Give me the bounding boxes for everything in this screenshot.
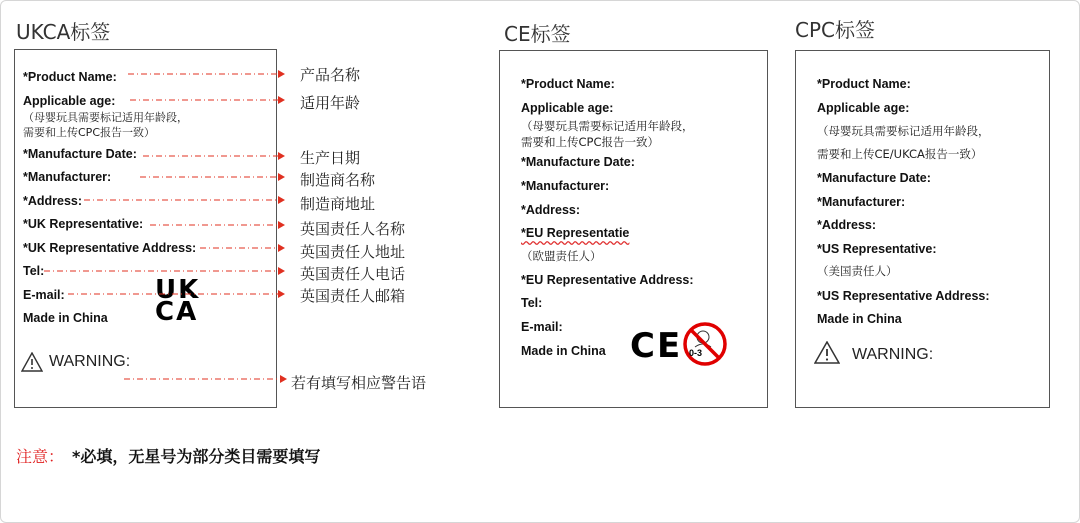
cpc-age-note-1: （母婴玩具需要标记适用年龄段， bbox=[817, 124, 990, 138]
ukca-tel: Tel: bbox=[23, 264, 45, 278]
ce-made-in: Made in China bbox=[521, 344, 606, 358]
ann-address: 制造商地址 bbox=[300, 195, 376, 213]
ukca-uk-rep: *UK Representative: bbox=[23, 217, 144, 231]
ce-eu-rep-note: （欧盟责任人） bbox=[521, 249, 602, 263]
ce-email: E-mail: bbox=[521, 320, 563, 334]
arrow-manufacturer bbox=[140, 172, 286, 182]
ann-uk-rep: 英国责任人名称 bbox=[300, 220, 406, 238]
arrow-address bbox=[84, 195, 286, 205]
arrow-uk-rep-address bbox=[200, 243, 286, 253]
arrow-product-name bbox=[128, 69, 286, 79]
arrow-tel bbox=[44, 266, 286, 276]
ce-age-note-2: 需要和上传CPC报告一致） bbox=[521, 135, 659, 149]
ukca-warning: WARNING: bbox=[49, 353, 131, 370]
ce-mark: CE bbox=[630, 326, 683, 366]
cpc-us-rep: *US Representative: bbox=[817, 242, 937, 256]
cpc-manufacturer: *Manufacturer: bbox=[817, 195, 906, 209]
ukca-mark-top: UK bbox=[155, 275, 201, 305]
cpc-us-rep-address: *US Representative Address: bbox=[817, 289, 990, 303]
ce-manufacturer: *Manufacturer: bbox=[521, 179, 610, 193]
ukca-mark-bottom: CA bbox=[155, 297, 199, 327]
ce-manufacture-date: *Manufacture Date: bbox=[521, 155, 635, 169]
cpc-applicable-age: Applicable age: bbox=[817, 101, 910, 115]
ann-warning: 若有填写相应警告语 bbox=[291, 374, 427, 392]
ce-address: *Address: bbox=[521, 203, 581, 217]
cpc-age-note-2: 需要和上传CE/UKCA报告一致） bbox=[817, 147, 983, 161]
age-warning-mark bbox=[682, 321, 728, 367]
footer-note-label: 注意： bbox=[16, 447, 65, 466]
ukca-manufacturer: *Manufacturer: bbox=[23, 170, 112, 184]
cpc-made-in: Made in China bbox=[817, 312, 902, 326]
arrow-uk-rep bbox=[150, 220, 286, 230]
ce-eu-rep: *EU Representatie bbox=[521, 226, 630, 240]
ce-product-name: *Product Name: bbox=[521, 77, 615, 91]
ce-label bbox=[499, 50, 768, 408]
ann-applicable-age: 适用年龄 bbox=[300, 94, 361, 112]
ukca-applicable-age: Applicable age: bbox=[23, 94, 116, 108]
ann-product-name: 产品名称 bbox=[300, 66, 361, 84]
cpc-label bbox=[795, 50, 1050, 408]
ann-manufacture-date: 生产日期 bbox=[300, 149, 361, 167]
cpc-address: *Address: bbox=[817, 218, 877, 232]
arrow-applicable-age bbox=[130, 95, 286, 105]
ann-email: 英国责任人邮箱 bbox=[300, 287, 406, 305]
cpc-manufacture-date: *Manufacture Date: bbox=[817, 171, 931, 185]
ukca-address: *Address: bbox=[23, 194, 83, 208]
age-warning-text: 0-3 bbox=[689, 348, 703, 358]
ukca-age-note-1: （母婴玩具需要标记适用年龄段， bbox=[23, 111, 188, 124]
warning-triangle-icon bbox=[814, 341, 840, 364]
ce-eu-rep-address: *EU Representative Address: bbox=[521, 273, 694, 287]
ukca-age-note-2: 需要和上传CPC报告一致） bbox=[23, 126, 155, 139]
ce-title: CE标签 bbox=[504, 22, 571, 46]
ukca-manufacture-date: *Manufacture Date: bbox=[23, 147, 137, 161]
ann-manufacturer: 制造商名称 bbox=[300, 171, 376, 189]
ukca-made-in: Made in China bbox=[23, 311, 108, 325]
ann-tel: 英国责任人电话 bbox=[300, 265, 406, 283]
ukca-mark bbox=[155, 275, 203, 327]
ukca-product-name: *Product Name: bbox=[23, 70, 117, 84]
cpc-us-rep-note: （美国责任人） bbox=[817, 264, 898, 278]
warning-triangle-icon bbox=[21, 352, 43, 372]
arrow-email bbox=[68, 289, 286, 299]
ce-tel: Tel: bbox=[521, 296, 543, 310]
footer-note-text: *必填，无星号为部分类目需要填写 bbox=[72, 447, 321, 466]
not-for-under-3-icon bbox=[682, 321, 728, 367]
ukca-title: UKCA标签 bbox=[16, 20, 111, 44]
ukca-uk-rep-address: *UK Representative Address: bbox=[23, 241, 197, 255]
cpc-title: CPC标签 bbox=[795, 18, 875, 42]
cpc-warning: WARNING: bbox=[852, 346, 934, 363]
arrow-manufacture-date bbox=[143, 151, 286, 161]
ukca-email: E-mail: bbox=[23, 288, 65, 302]
arrow-warning bbox=[124, 374, 288, 384]
ann-uk-rep-address: 英国责任人地址 bbox=[300, 243, 406, 261]
ce-applicable-age: Applicable age: bbox=[521, 101, 614, 115]
ce-age-note-1: （母婴玩具需要标记适用年龄段， bbox=[521, 119, 694, 133]
cpc-product-name: *Product Name: bbox=[817, 77, 911, 91]
